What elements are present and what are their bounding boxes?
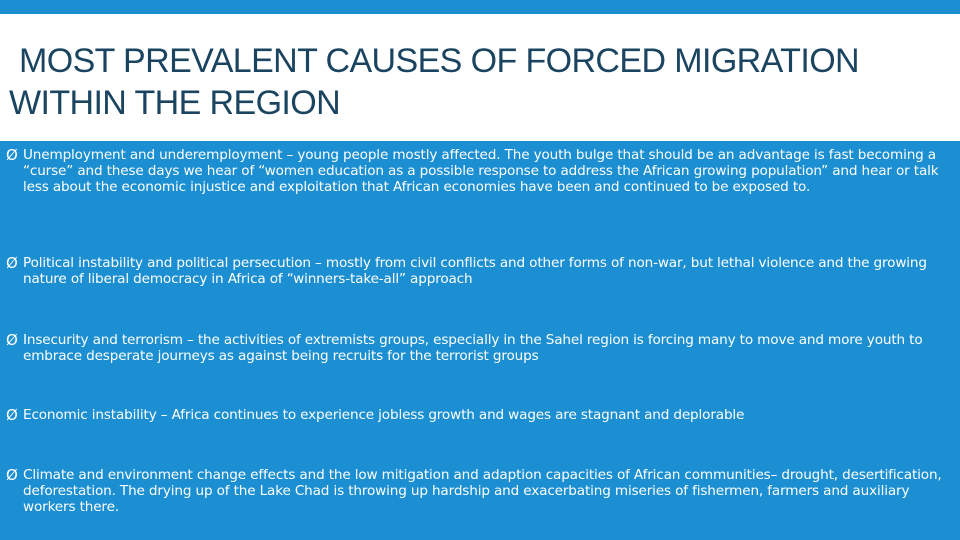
bullet-text: Economic instability – Africa continues to experience jobless growth and wages are stagnant and deplorable (23, 407, 745, 423)
bullet-insecurity-terrorism (6, 332, 954, 364)
arrow-bullet-icon: Ø (6, 254, 18, 272)
bullet-economic-instability (6, 407, 954, 423)
bullet-climate-change (6, 467, 954, 515)
bullet-text: Political instability and political persecution – mostly from civil conflicts and other forms of non-war, but lethal violence and the growing nature of liberal democracy in Africa of “winners-take-all” approach (23, 255, 927, 287)
bullet-unemployment (6, 147, 954, 195)
arrow-bullet-icon: Ø (6, 466, 18, 484)
arrow-bullet-icon: Ø (6, 406, 18, 424)
bullet-text: Climate and environment change effects and the low mitigation and adaption capacities of African communities– drought, desertification, deforestation. The drying up of the Lake Chad is throwing up hardship and exacerbating miseries of fishermen, farmers and auxiliary workers there. (23, 467, 942, 515)
arrow-bullet-icon: Ø (6, 331, 18, 349)
title-band (0, 14, 960, 141)
arrow-bullet-icon: Ø (6, 146, 18, 164)
slide-title (9, 40, 859, 124)
bullet-text: Unemployment and underemployment – young people mostly affected. The youth bulge that should be an advantage is fast becoming a “curse” and these days we hear of “women education as a possible response to address the African growing population” and hear or talk less about the economic injustice and exploitation that African economies have been and continued to be exposed to. (23, 147, 939, 195)
bullet-text: Insecurity and terrorism – the activities of extremists groups, especially in the Sahel region is forcing many to move and more youth to embrace desperate journeys as against being recruits for the terrorist groups (23, 332, 923, 364)
bullet-political-instability (6, 255, 954, 287)
slide-title-line-2: WITHIN THE REGION (9, 84, 341, 122)
slide-title-line-1: MOST PREVALENT CAUSES OF FORCED MIGRATION (19, 42, 859, 80)
